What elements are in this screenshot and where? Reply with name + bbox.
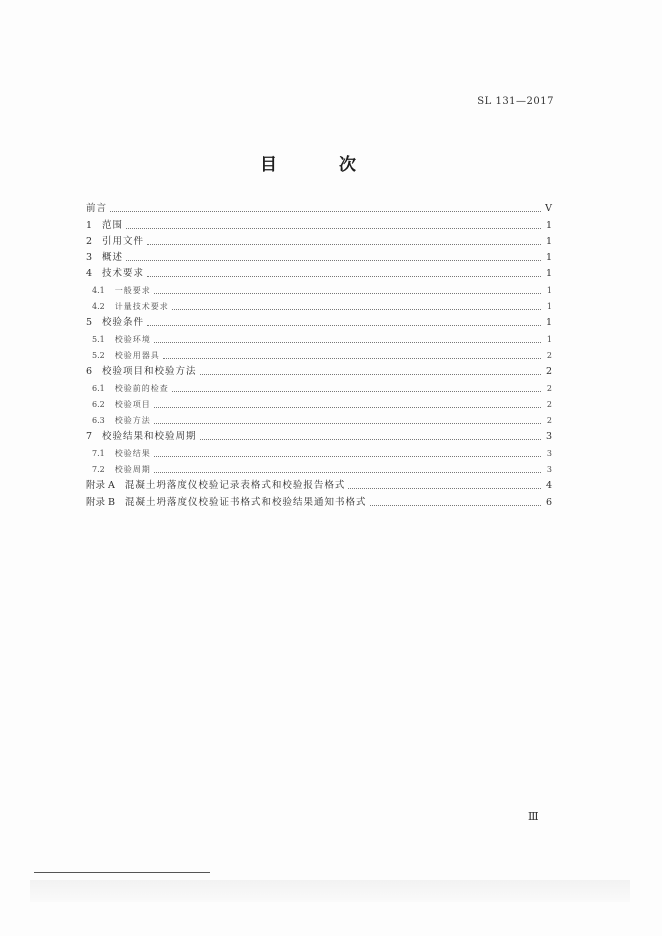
toc-entry[interactable] — [86, 476, 552, 492]
toc-entry-page: 1 — [546, 334, 552, 344]
toc-entry-page: 1 — [545, 317, 552, 329]
toc-entry[interactable] — [86, 362, 552, 378]
toc-entry-number: 4.1 — [92, 285, 105, 295]
toc-entry-page: 2 — [546, 416, 552, 426]
toc-entry-label: 计量技术要求 — [114, 302, 169, 312]
toc-entry-page: 1 — [546, 302, 552, 312]
toc-entry-page: 1 — [545, 268, 552, 280]
toc-entry-page: V — [545, 203, 552, 215]
toc-entry-number: 5 — [86, 317, 93, 329]
toc-entry-number: 3 — [86, 252, 93, 264]
toc-entry[interactable] — [86, 378, 552, 394]
toc-entry[interactable] — [86, 215, 552, 231]
toc-entry-label: 校验周期 — [114, 465, 151, 475]
toc-entry-label: 技术要求 — [102, 268, 145, 280]
toc-entry[interactable] — [86, 248, 552, 264]
toc-entry[interactable] — [86, 443, 552, 459]
page-number: Ⅲ — [528, 810, 539, 823]
toc-entry-label: 校验结果和校验周期 — [102, 431, 197, 443]
toc-leader-dots — [147, 275, 541, 277]
standard-number: SL 131—2017 — [477, 96, 554, 107]
toc-leader-dots — [154, 341, 541, 343]
table-of-contents — [86, 199, 552, 509]
toc-entry-page: 3 — [546, 465, 552, 475]
toc-entry-label: 校验项目和校验方法 — [102, 366, 197, 378]
toc-leader-dots — [172, 308, 541, 310]
toc-entry-label: 引用文件 — [102, 235, 145, 247]
toc-entry[interactable] — [86, 232, 552, 248]
toc-entry-page: 2 — [546, 399, 552, 409]
toc-entry-number: 7.1 — [92, 448, 105, 458]
toc-entry-page: 3 — [545, 431, 552, 443]
toc-entry-label: 一般要求 — [114, 285, 151, 295]
toc-leader-dots — [200, 373, 541, 375]
toc-entry-label: 校验结果 — [114, 448, 151, 458]
toc-entry[interactable] — [86, 427, 552, 443]
toc-entry-number: 2 — [86, 235, 93, 247]
toc-entry-number: 4 — [86, 268, 93, 280]
footer-divider — [34, 872, 210, 873]
toc-entry-number: 5.1 — [92, 334, 105, 344]
toc-entry[interactable] — [86, 313, 552, 329]
toc-leader-dots — [126, 227, 541, 229]
toc-entry-number: 5.2 — [92, 350, 105, 360]
toc-entry-number: 6.1 — [92, 383, 105, 393]
toc-leader-dots — [154, 292, 541, 294]
toc-entry-page: 1 — [546, 285, 552, 295]
toc-entry-label: 概述 — [102, 252, 124, 264]
toc-leader-dots — [172, 390, 541, 392]
toc-entry-label: 混凝土坍落度仪校验记录表格式和校验报告格式 — [124, 480, 346, 492]
toc-entry-label: 校验方法 — [114, 416, 151, 426]
toc-entry[interactable] — [86, 346, 552, 362]
toc-entry[interactable] — [86, 460, 552, 476]
toc-leader-dots — [154, 455, 541, 457]
toc-leader-dots — [163, 357, 541, 359]
toc-leader-dots — [370, 504, 541, 506]
toc-entry-page: 3 — [546, 448, 552, 458]
toc-entry-label: 前言 — [86, 203, 108, 215]
toc-entry-label: 范围 — [102, 219, 124, 231]
toc-entry[interactable] — [86, 492, 552, 508]
toc-entry[interactable] — [86, 411, 552, 427]
toc-entry-label: 校验前的检查 — [114, 383, 169, 393]
toc-entry-number: 附录 B — [86, 496, 116, 508]
scan-edge-shadow — [30, 880, 630, 902]
toc-entry[interactable] — [86, 264, 552, 280]
toc-entry-page: 2 — [546, 383, 552, 393]
toc-leader-dots — [154, 471, 541, 473]
toc-entry-label: 校验用器具 — [114, 350, 160, 360]
toc-leader-dots — [110, 210, 541, 212]
toc-entry-label: 校验环境 — [114, 334, 151, 344]
toc-leader-dots — [348, 487, 541, 489]
toc-entry-label: 校验条件 — [102, 317, 145, 329]
toc-entry-number: 6 — [86, 366, 93, 378]
toc-entry-page: 2 — [545, 366, 552, 378]
toc-entry[interactable] — [86, 280, 552, 296]
toc-entry-number: 附录 A — [86, 480, 115, 492]
toc-entry-number: 7.2 — [92, 465, 105, 475]
toc-entry-label: 混凝土坍落度仪校验证书格式和校验结果通知书格式 — [125, 496, 367, 508]
toc-entry-page: 1 — [545, 252, 552, 264]
toc-entry[interactable] — [86, 297, 552, 313]
toc-leader-dots — [154, 422, 541, 424]
toc-leader-dots — [154, 406, 541, 408]
toc-entry-number: 6.2 — [92, 399, 105, 409]
toc-entry-number: 6.3 — [92, 416, 105, 426]
toc-entry[interactable] — [86, 329, 552, 345]
toc-entry-number: 4.2 — [92, 302, 105, 312]
toc-leader-dots — [147, 243, 541, 245]
toc-entry-number: 7 — [86, 431, 93, 443]
toc-entry[interactable] — [86, 395, 552, 411]
toc-entry-page: 6 — [545, 496, 552, 508]
toc-entry-page: 4 — [545, 480, 552, 492]
toc-entry-number: 1 — [86, 219, 93, 231]
toc-entry-page: 2 — [546, 350, 552, 360]
toc-entry-label: 校验项目 — [114, 399, 151, 409]
toc-entry-page: 1 — [545, 235, 552, 247]
toc-leader-dots — [147, 324, 541, 326]
page-title: 目 次 — [260, 155, 384, 175]
toc-leader-dots — [200, 438, 541, 440]
toc-entry[interactable] — [86, 199, 552, 215]
toc-entry-page: 1 — [545, 219, 552, 231]
toc-leader-dots — [126, 259, 541, 261]
